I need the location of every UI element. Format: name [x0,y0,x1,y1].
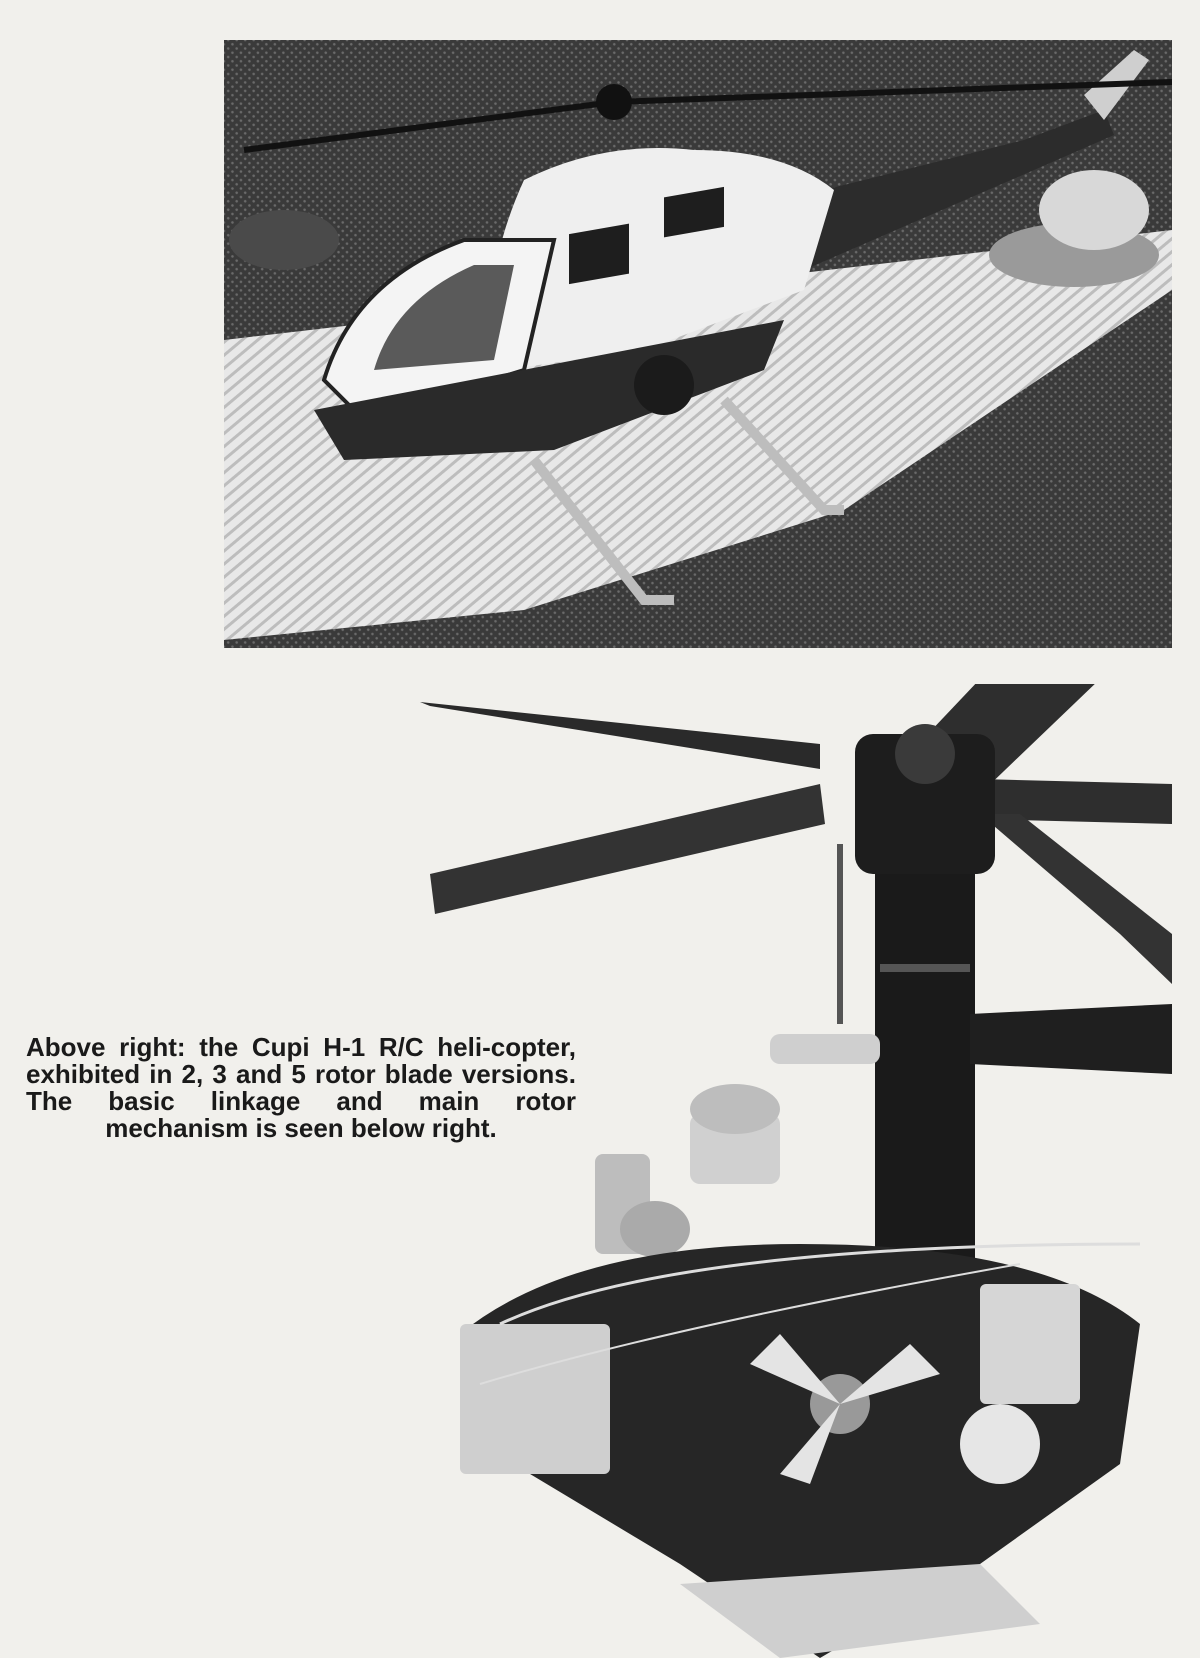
photo-caption: Above right: the Cupi H-1 R/C heli-copter, exhibited in 2, 3 and 5 rotor blade versions. The basic linkage and main rotor mechanism is seen below right. [26,1032,576,1143]
helicopter-photo [224,40,1172,648]
helicopter-photo-drawing [224,40,1172,648]
rotor-mechanism-photo-drawing [420,684,1172,1658]
rotor-mechanism-photo [420,684,1172,1658]
